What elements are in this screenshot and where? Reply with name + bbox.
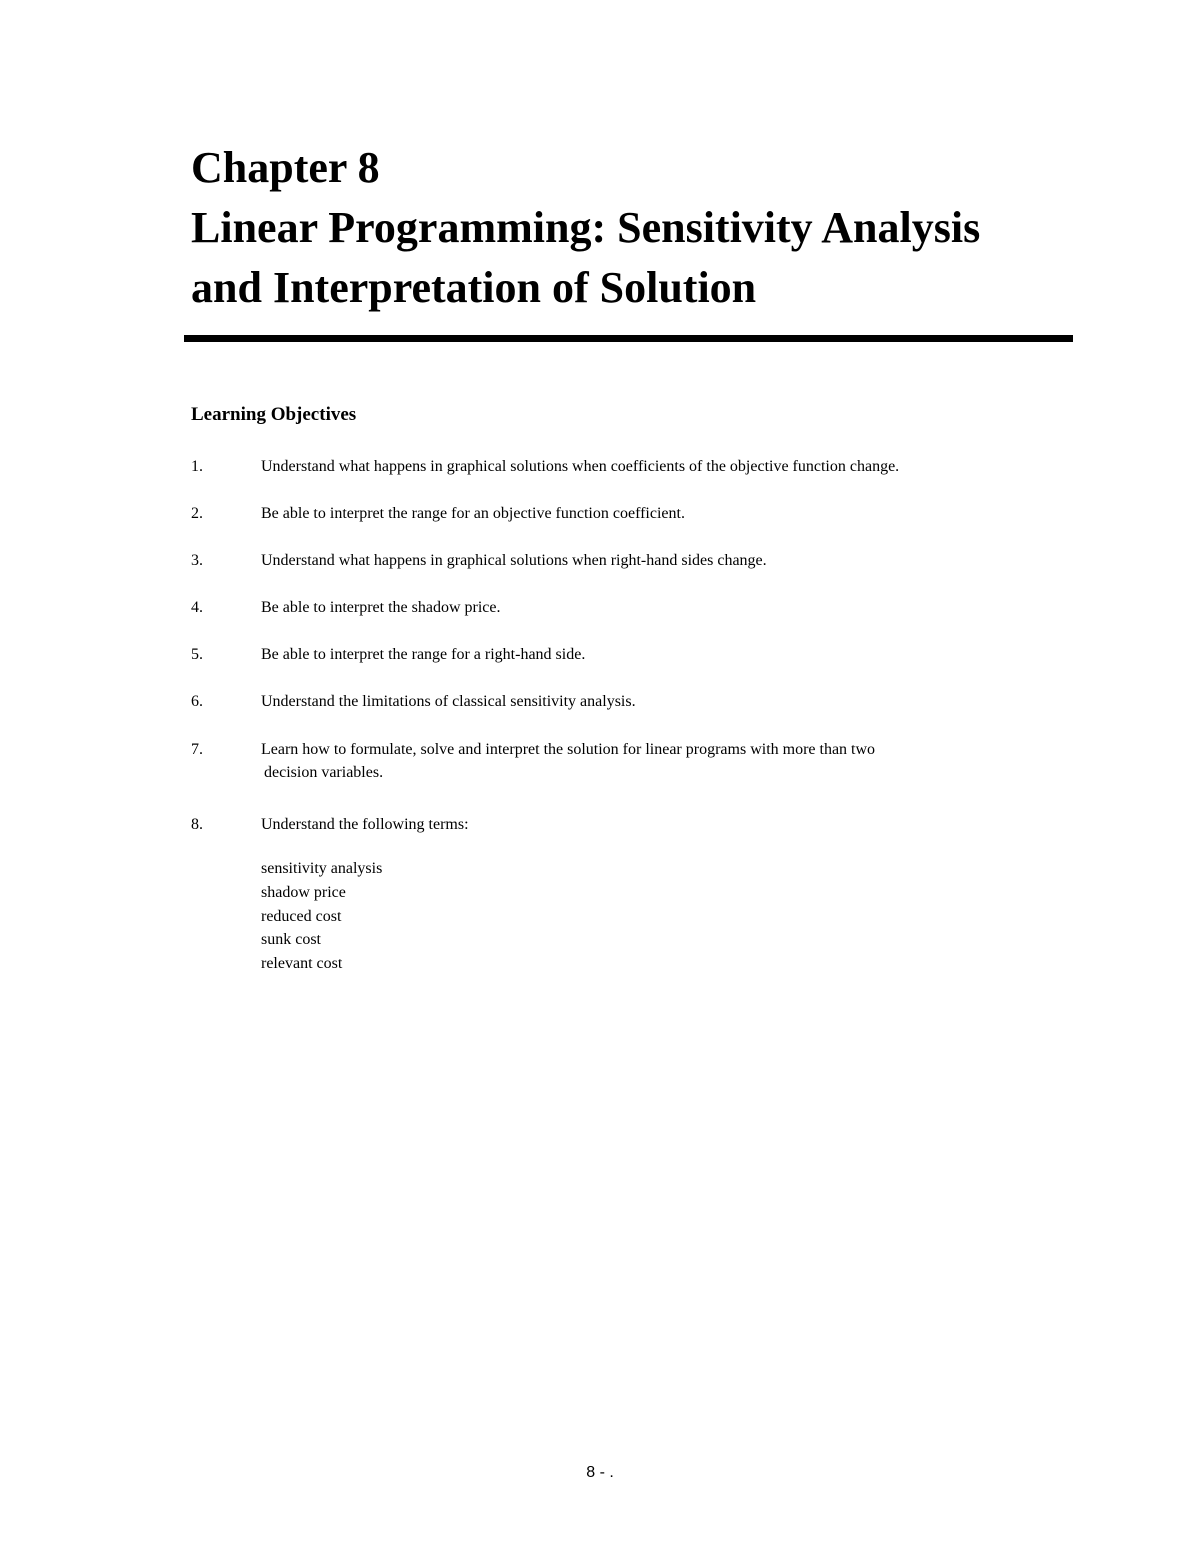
chapter-title-line-1: Linear Programming: Sensitivity Analysis <box>191 203 981 252</box>
terms-list <box>261 857 382 976</box>
term-item: reduced cost <box>261 907 342 925</box>
objective-number: 8. <box>191 816 203 833</box>
heading-divider <box>184 335 1073 342</box>
term-item: relevant cost <box>261 955 343 973</box>
objective-line: Understand what happens in graphical solutions when right-hand sides change. <box>261 552 767 569</box>
chapter-number: Chapter 8 <box>191 143 380 192</box>
objective-text <box>261 596 1061 619</box>
objective-number: 5. <box>191 646 203 663</box>
objective-line: Be able to interpret the shadow price. <box>261 599 501 616</box>
objective-line: Understand the following terms: <box>261 816 469 833</box>
objective-text <box>261 643 1061 666</box>
objective-line: Learn how to formulate, solve and interpret the solution for linear programs with more than two <box>261 741 876 758</box>
section-heading: Learning Objectives <box>191 404 357 425</box>
chapter-heading <box>191 138 1091 318</box>
objective-number: 4. <box>191 599 203 616</box>
objective-text <box>261 549 1061 572</box>
objective-number: 7. <box>191 741 203 758</box>
term-item: sensitivity analysis <box>261 860 383 877</box>
objective-text <box>261 455 1061 478</box>
objective-line: Be able to interpret the range for a right-hand side. <box>261 646 586 663</box>
objective-line: Understand what happens in graphical solutions when coefficients of the objective function change. <box>261 458 900 475</box>
term-item: sunk cost <box>261 931 321 949</box>
chapter-title-line-2: and Interpretation of Solution <box>191 263 757 312</box>
objective-line: decision variables. <box>264 764 384 781</box>
objective-line: Be able to interpret the range for an objective function coefficient. <box>261 505 685 522</box>
objective-number: 3. <box>191 552 203 569</box>
objective-number: 6. <box>191 693 203 710</box>
page-number: 8 - . <box>586 1464 614 1481</box>
objective-text <box>261 813 1061 836</box>
term-item: shadow price <box>261 883 346 901</box>
objective-text <box>261 690 1061 713</box>
objective-text <box>261 738 1061 784</box>
objective-text <box>261 502 1061 525</box>
objective-line: Understand the limitations of classical sensitivity analysis. <box>261 693 636 710</box>
objective-number: 2. <box>191 505 203 522</box>
objective-number: 1. <box>191 458 203 475</box>
